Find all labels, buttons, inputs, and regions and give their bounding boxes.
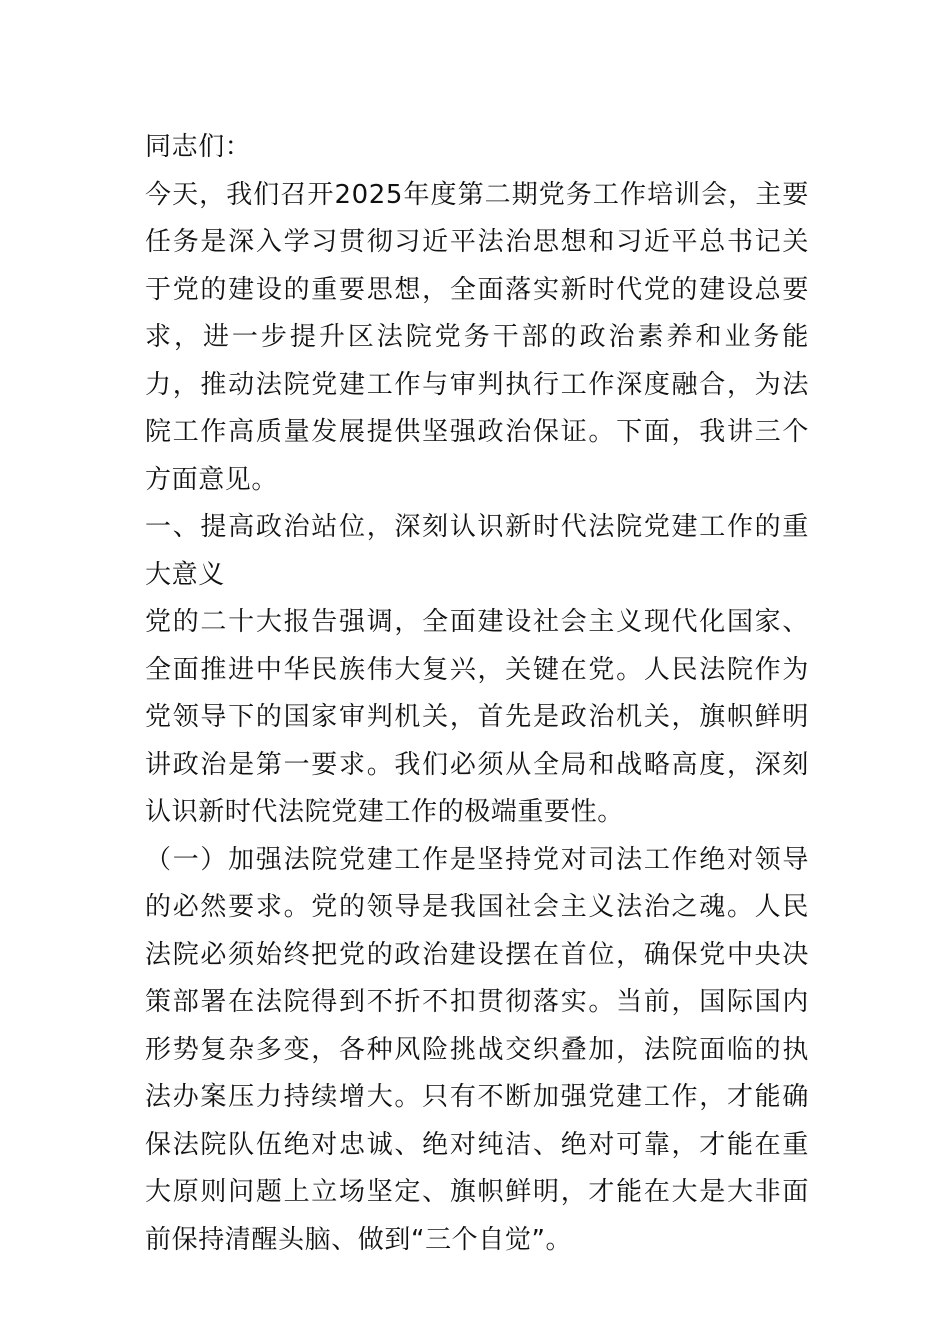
paragraph-subsection-1: （一）加强法院党建工作是坚持党对司法工作绝对领导的必然要求。党的领导是我国社会主义法治之魂。人民法院必须始终把党的政治建设摆在首位，确保党中央决策部署在法院得到不折不扣贯彻落实。当前，国际国内形势复杂多变，各种风险挑战交织叠加，法院面临的执法办案压力持续增大。只有不断加强党建工作，才能确保法院队伍绝对忠诚、绝对纯洁、绝对可靠，才能在重大原则问题上立场坚定、旗帜鲜明，才能在大是大非面前保持清醒头脑、做到“三个自觉”。	[145, 844, 809, 1255]
document-body	[145, 124, 809, 1264]
section-heading-1: 一、提高政治站位，深刻认识新时代法院党建工作的重大意义	[145, 512, 809, 590]
salutation: 同志们：	[145, 132, 252, 162]
paragraph-section-1-intro: 党的二十大报告强调，全面建设社会主义现代化国家、全面推进中华民族伟大复兴，关键在党。人民法院作为党领导下的国家审判机关，首先是政治机关，旗帜鲜明讲政治是第一要求。我们必须从全局和战略高度，深刻认识新时代法院党建工作的极端重要性。	[145, 607, 809, 827]
paragraph-opening: 今天，我们召开2025年度第二期党务工作培训会，主要任务是深入学习贯彻习近平法治思想和习近平总书记关于党的建设的重要思想，全面落实新时代党的建设总要求，进一步提升区法院党务干部的政治素养和业务能力，推动法院党建工作与审判执行工作深度融合，为法院工作高质量发展提供坚强政治保证。下面，我讲三个方面意见。	[145, 179, 809, 495]
